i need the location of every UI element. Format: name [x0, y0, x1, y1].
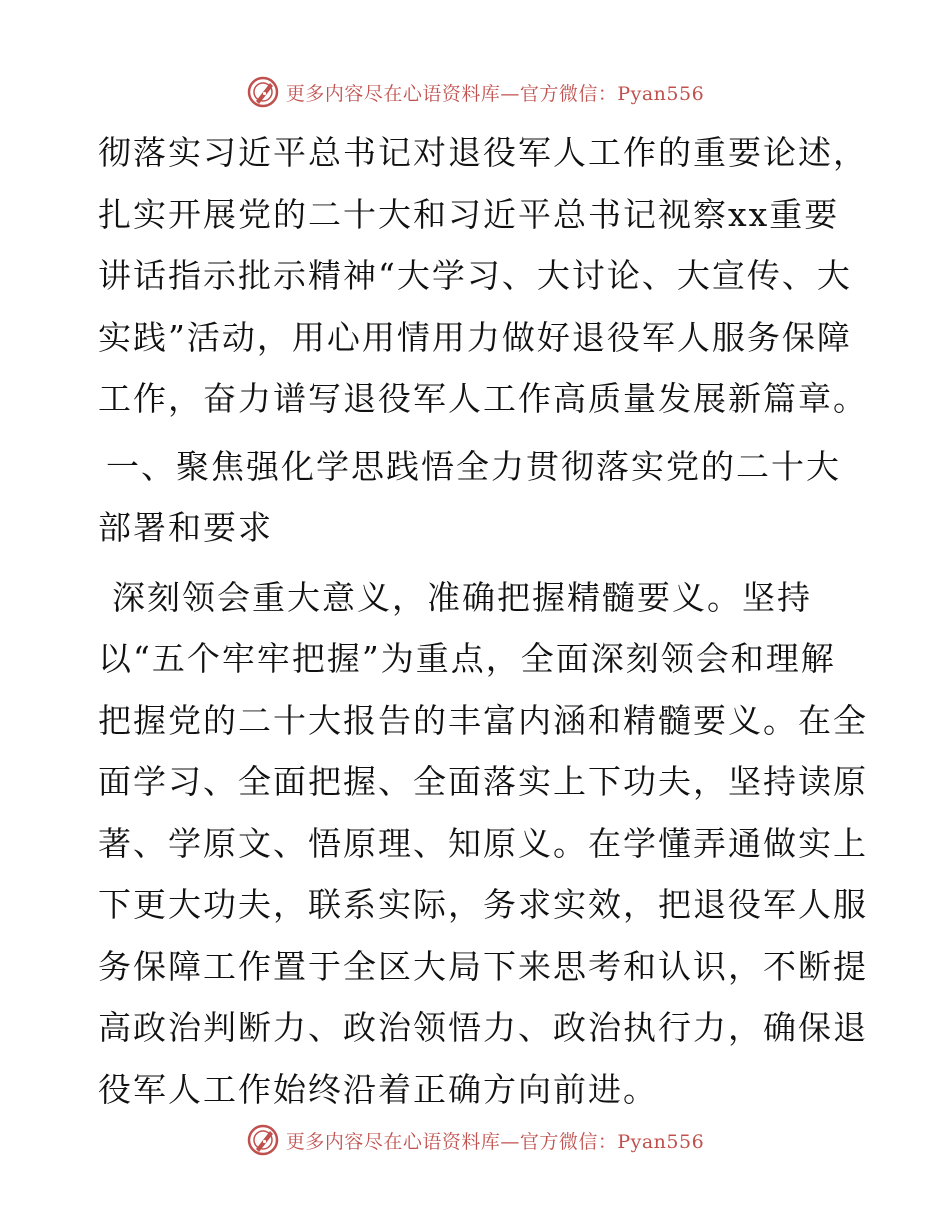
text-line: 以“五个牢牢把握”为重点，全面深刻领会和理解: [98, 639, 836, 678]
text-line: 高政治判断力、政治领悟力、政治执行力，确保退: [98, 1008, 868, 1047]
text-line: 把握党的二十大报告的丰富内涵和精髓要义。在全: [98, 700, 868, 740]
pen-nib-logo-icon: [246, 1123, 280, 1157]
intro-paragraph: [98, 122, 868, 430]
heading-line: 一、聚焦强化学思践悟全力贯彻落实党的二十大: [106, 446, 841, 486]
text-line: 著、学原文、悟原理、知原义。在学懂弄通做实上: [98, 823, 868, 863]
text-line: 务保障工作置于全区大局下来思考和认识，不断提: [98, 946, 868, 986]
text-line: 役军人工作始终沿着正确方向前进。: [98, 1069, 658, 1109]
pen-nib-logo-icon: [246, 75, 280, 109]
text-line: 工作，奋力谱写退役军人工作高质量发展新篇章。: [98, 379, 868, 418]
footer-banner: [0, 1120, 950, 1160]
header-banner-text: 更多内容尽在心语资料库—官方微信：Pyan556: [285, 82, 705, 105]
body-paragraph: [98, 567, 868, 1121]
text-line: 彻落实习近平总书记对退役军人工作的重要论述，: [98, 133, 868, 172]
heading-line: 部署和要求: [98, 508, 273, 547]
text-line: 扎实开展党的二十大和习近平总书记视察xx重要: [98, 194, 840, 234]
text-line: 讲话指示批示精神“大学习、大讨论、大宣传、大: [98, 256, 852, 295]
footer-banner-text: 更多内容尽在心语资料库—官方微信：Pyan556: [285, 1130, 705, 1153]
text-line: 深刻领会重大意义，准确把握精髓要义。坚持: [112, 577, 812, 617]
document-body: [98, 122, 868, 1120]
section-heading: [98, 436, 858, 559]
text-line: 下更大功夫，联系实际，务求实效，把退役军人服: [98, 885, 868, 924]
text-line: 面学习、全面把握、全面落实上下功夫，坚持读原: [98, 762, 868, 801]
header-banner: [0, 72, 950, 112]
text-line: 实践”活动，用心用情用力做好退役军人服务保障: [98, 317, 852, 357]
